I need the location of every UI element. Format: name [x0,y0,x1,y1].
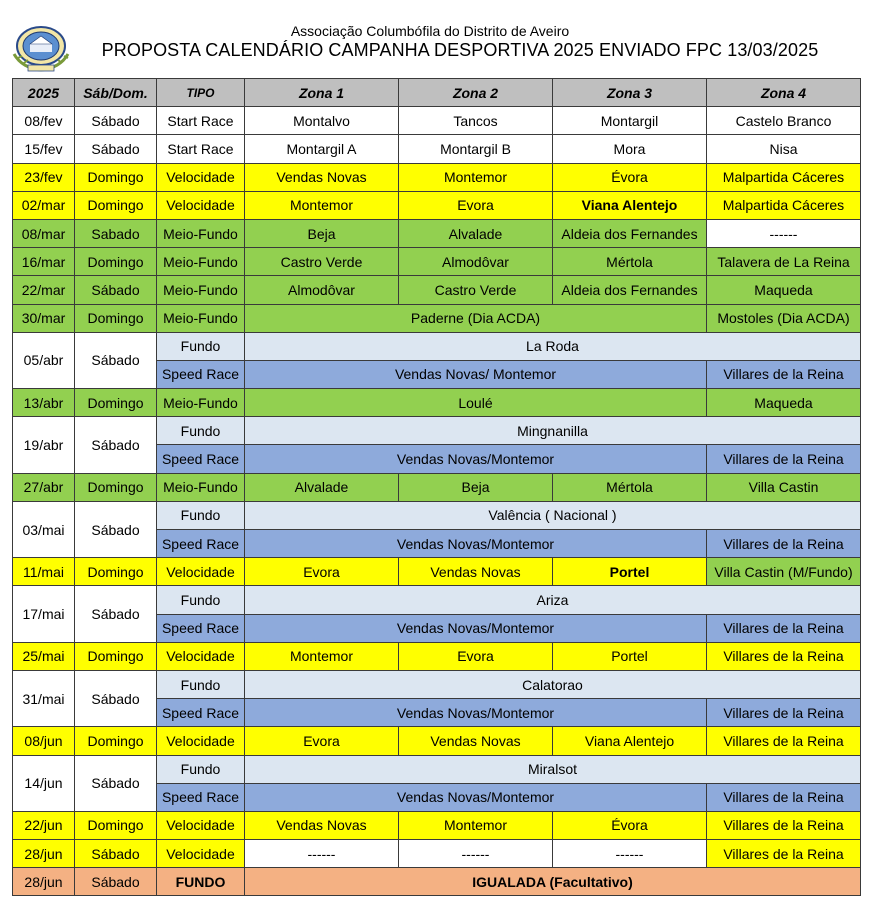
race-type-cell: Speed Race [157,614,245,642]
race-type-cell: Meio-Fundo [157,473,245,501]
zone-location-cell: Calatorao [245,670,861,698]
weekday-cell: Domingo [75,811,157,839]
zone-location-cell: Mértola [553,248,707,276]
date-cell: 16/mar [13,248,75,276]
calendar-table [12,78,861,896]
race-type-cell: Meio-Fundo [157,389,245,417]
table-row [13,219,861,247]
date-cell: 05/abr [13,332,75,388]
table-row [13,868,861,896]
zone-location-cell: Almodôvar [245,276,399,304]
table-row [13,501,861,529]
zone-location-cell: Almodôvar [399,248,553,276]
date-cell: 03/mai [13,501,75,557]
table-row [13,135,861,163]
race-type-cell: Velocidade [157,642,245,670]
association-logo-icon [8,24,74,74]
weekday-cell: Domingo [75,389,157,417]
race-type-cell: FUNDO [157,868,245,896]
date-cell: 02/mar [13,191,75,219]
weekday-cell: Domingo [75,304,157,332]
zone-location-cell: Montargil A [245,135,399,163]
date-cell: 28/jun [13,868,75,896]
date-cell: 30/mar [13,304,75,332]
race-type-cell: Start Race [157,107,245,135]
zone-location-cell: Villares de la Reina [707,783,861,811]
zone-location-cell: Villares de la Reina [707,840,861,868]
zone-location-cell: Aldeia dos Fernandes [553,276,707,304]
table-row [13,389,861,417]
weekday-cell: Sábado [75,868,157,896]
weekday-cell: Sábado [75,840,157,868]
table-header-row [13,79,861,107]
zone-location-cell: Viana Alentejo [553,191,707,219]
zone-location-cell: Evora [399,191,553,219]
weekday-cell: Domingo [75,248,157,276]
column-header-zona-4: Zona 4 [707,79,861,107]
zone-location-cell: Evora [399,642,553,670]
zone-location-cell: Montemor [245,642,399,670]
zone-location-cell: Mora [553,135,707,163]
calendar-body [13,107,861,896]
zone-location-cell: Mostoles (Dia ACDA) [707,304,861,332]
zone-location-cell: Montemor [245,191,399,219]
zone-location-cell: Villares de la Reina [707,445,861,473]
zone-location-cell: Malpartida Cáceres [707,163,861,191]
zone-location-cell: Évora [553,163,707,191]
date-cell: 22/mar [13,276,75,304]
zone-location-cell: Montalvo [245,107,399,135]
zone-location-cell: Aldeia dos Fernandes [553,219,707,247]
table-row [13,811,861,839]
race-type-cell: Speed Race [157,445,245,473]
zone-location-cell: Maqueda [707,276,861,304]
race-type-cell: Speed Race [157,530,245,558]
date-cell: 17/mai [13,586,75,642]
column-header-year: 2025 [13,79,75,107]
zone-location-cell: La Roda [245,332,861,360]
race-type-cell: Meio-Fundo [157,248,245,276]
column-header-day: Sáb/Dom. [75,79,157,107]
zone-location-cell: Villares de la Reina [707,642,861,670]
date-cell: 31/mai [13,670,75,726]
table-row [13,558,861,586]
zone-location-cell: Alvalade [245,473,399,501]
zone-location-cell: Villares de la Reina [707,530,861,558]
weekday-cell: Sábado [75,755,157,811]
race-type-cell: Fundo [157,755,245,783]
race-type-cell: Speed Race [157,360,245,388]
zone-location-cell: Villares de la Reina [707,811,861,839]
table-row [13,586,861,614]
zone-location-cell: Loulé [245,389,707,417]
column-header-zona-2: Zona 2 [399,79,553,107]
race-type-cell: Velocidade [157,558,245,586]
race-type-cell: Velocidade [157,163,245,191]
race-type-cell: Speed Race [157,699,245,727]
weekday-cell: Domingo [75,642,157,670]
weekday-cell: Sábado [75,276,157,304]
zone-location-cell: ------ [553,840,707,868]
zone-location-cell: Ariza [245,586,861,614]
table-row [13,642,861,670]
zone-location-cell: Castro Verde [399,276,553,304]
table-row [13,727,861,755]
zone-location-cell: Evora [245,558,399,586]
weekday-cell: Sábado [75,135,157,163]
zone-location-cell: Villa Castin [707,473,861,501]
document-header [0,0,872,78]
table-row [13,417,861,445]
weekday-cell: Sabado [75,219,157,247]
zone-location-cell: Castelo Branco [707,107,861,135]
weekday-cell: Sábado [75,417,157,473]
table-row [13,163,861,191]
zone-location-cell: Vendas Novas/Montemor [245,530,707,558]
weekday-cell: Sábado [75,501,157,557]
zone-location-cell: Portel [553,642,707,670]
zone-location-cell: Mértola [553,473,707,501]
race-type-cell: Fundo [157,586,245,614]
date-cell: 08/jun [13,727,75,755]
weekday-cell: Sábado [75,586,157,642]
date-cell: 14/jun [13,755,75,811]
column-header-zona-1: Zona 1 [245,79,399,107]
date-cell: 15/fev [13,135,75,163]
table-row [13,755,861,783]
date-cell: 08/mar [13,219,75,247]
date-cell: 23/fev [13,163,75,191]
date-cell: 13/abr [13,389,75,417]
zone-location-cell: Beja [399,473,553,501]
table-row [13,840,861,868]
race-type-cell: Velocidade [157,727,245,755]
zone-location-cell: Villares de la Reina [707,727,861,755]
zone-location-cell: ------ [707,219,861,247]
zone-location-cell: Alvalade [399,219,553,247]
weekday-cell: Domingo [75,473,157,501]
date-cell: 28/jun [13,840,75,868]
date-cell: 08/fev [13,107,75,135]
zone-location-cell: Paderne (Dia ACDA) [245,304,707,332]
zone-location-cell: Vendas Novas/Montemor [245,699,707,727]
weekday-cell: Domingo [75,558,157,586]
zone-location-cell: Vendas Novas/Montemor [245,783,707,811]
column-header-type: TIPO [157,79,245,107]
zone-location-cell: Villares de la Reina [707,360,861,388]
zone-location-cell: Nisa [707,135,861,163]
zone-location-cell: Castro Verde [245,248,399,276]
zone-location-cell: Vendas Novas/ Montemor [245,360,707,388]
zone-location-cell: ------ [245,840,399,868]
date-cell: 11/mai [13,558,75,586]
zone-location-cell: Vendas Novas [399,558,553,586]
race-type-cell: Velocidade [157,811,245,839]
race-type-cell: Meio-Fundo [157,219,245,247]
zone-location-cell: Mingnanilla [245,417,861,445]
weekday-cell: Domingo [75,727,157,755]
zone-location-cell: Viana Alentejo [553,727,707,755]
table-row [13,304,861,332]
zone-location-cell: Villares de la Reina [707,614,861,642]
table-row [13,191,861,219]
zone-location-cell: Portel [553,558,707,586]
race-type-cell: Velocidade [157,840,245,868]
date-cell: 22/jun [13,811,75,839]
weekday-cell: Sábado [75,670,157,726]
weekday-cell: Domingo [75,163,157,191]
date-cell: 19/abr [13,417,75,473]
weekday-cell: Sábado [75,332,157,388]
weekday-cell: Sábado [75,107,157,135]
race-type-cell: Velocidade [157,191,245,219]
zone-location-cell: Maqueda [707,389,861,417]
zone-location-cell: Vendas Novas [399,727,553,755]
zone-location-cell: Montemor [399,811,553,839]
page-title: PROPOSTA CALENDÁRIO CAMPANHA DESPORTIVA 2025 ENVIADO FPC 13/03/2025 [101,40,819,60]
column-header-zona-3: Zona 3 [553,79,707,107]
zone-location-cell: Miralsot [245,755,861,783]
zone-location-cell: Vendas Novas/Montemor [245,614,707,642]
date-cell: 25/mai [13,642,75,670]
zone-location-cell: Vendas Novas/Montemor [245,445,707,473]
zone-location-cell: Beja [245,219,399,247]
zone-location-cell: ------ [399,840,553,868]
zone-location-cell: IGUALADA (Facultativo) [245,868,861,896]
zone-location-cell: Vendas Novas [245,811,399,839]
race-type-cell: Fundo [157,332,245,360]
table-row [13,248,861,276]
zone-location-cell: Montargil B [399,135,553,163]
zone-location-cell: Montemor [399,163,553,191]
zone-location-cell: Malpartida Cáceres [707,191,861,219]
zone-location-cell: Valência ( Nacional ) [245,501,861,529]
zone-location-cell: Evora [245,727,399,755]
race-type-cell: Start Race [157,135,245,163]
table-row [13,473,861,501]
zone-location-cell: Vendas Novas [245,163,399,191]
weekday-cell: Domingo [75,191,157,219]
race-type-cell: Fundo [157,417,245,445]
race-type-cell: Meio-Fundo [157,304,245,332]
table-row [13,332,861,360]
zone-location-cell: Villa Castin (M/Fundo) [707,558,861,586]
zone-location-cell: Montargil [553,107,707,135]
race-type-cell: Fundo [157,670,245,698]
race-type-cell: Speed Race [157,783,245,811]
zone-location-cell: Villares de la Reina [707,699,861,727]
table-row [13,276,861,304]
table-row [13,670,861,698]
race-type-cell: Meio-Fundo [157,276,245,304]
organization-name: Associação Columbófila do Distrito de Aveiro [290,23,570,39]
zone-location-cell: Talavera de La Reina [707,248,861,276]
table-row [13,107,861,135]
race-type-cell: Fundo [157,501,245,529]
date-cell: 27/abr [13,473,75,501]
zone-location-cell: Tancos [399,107,553,135]
zone-location-cell: Évora [553,811,707,839]
